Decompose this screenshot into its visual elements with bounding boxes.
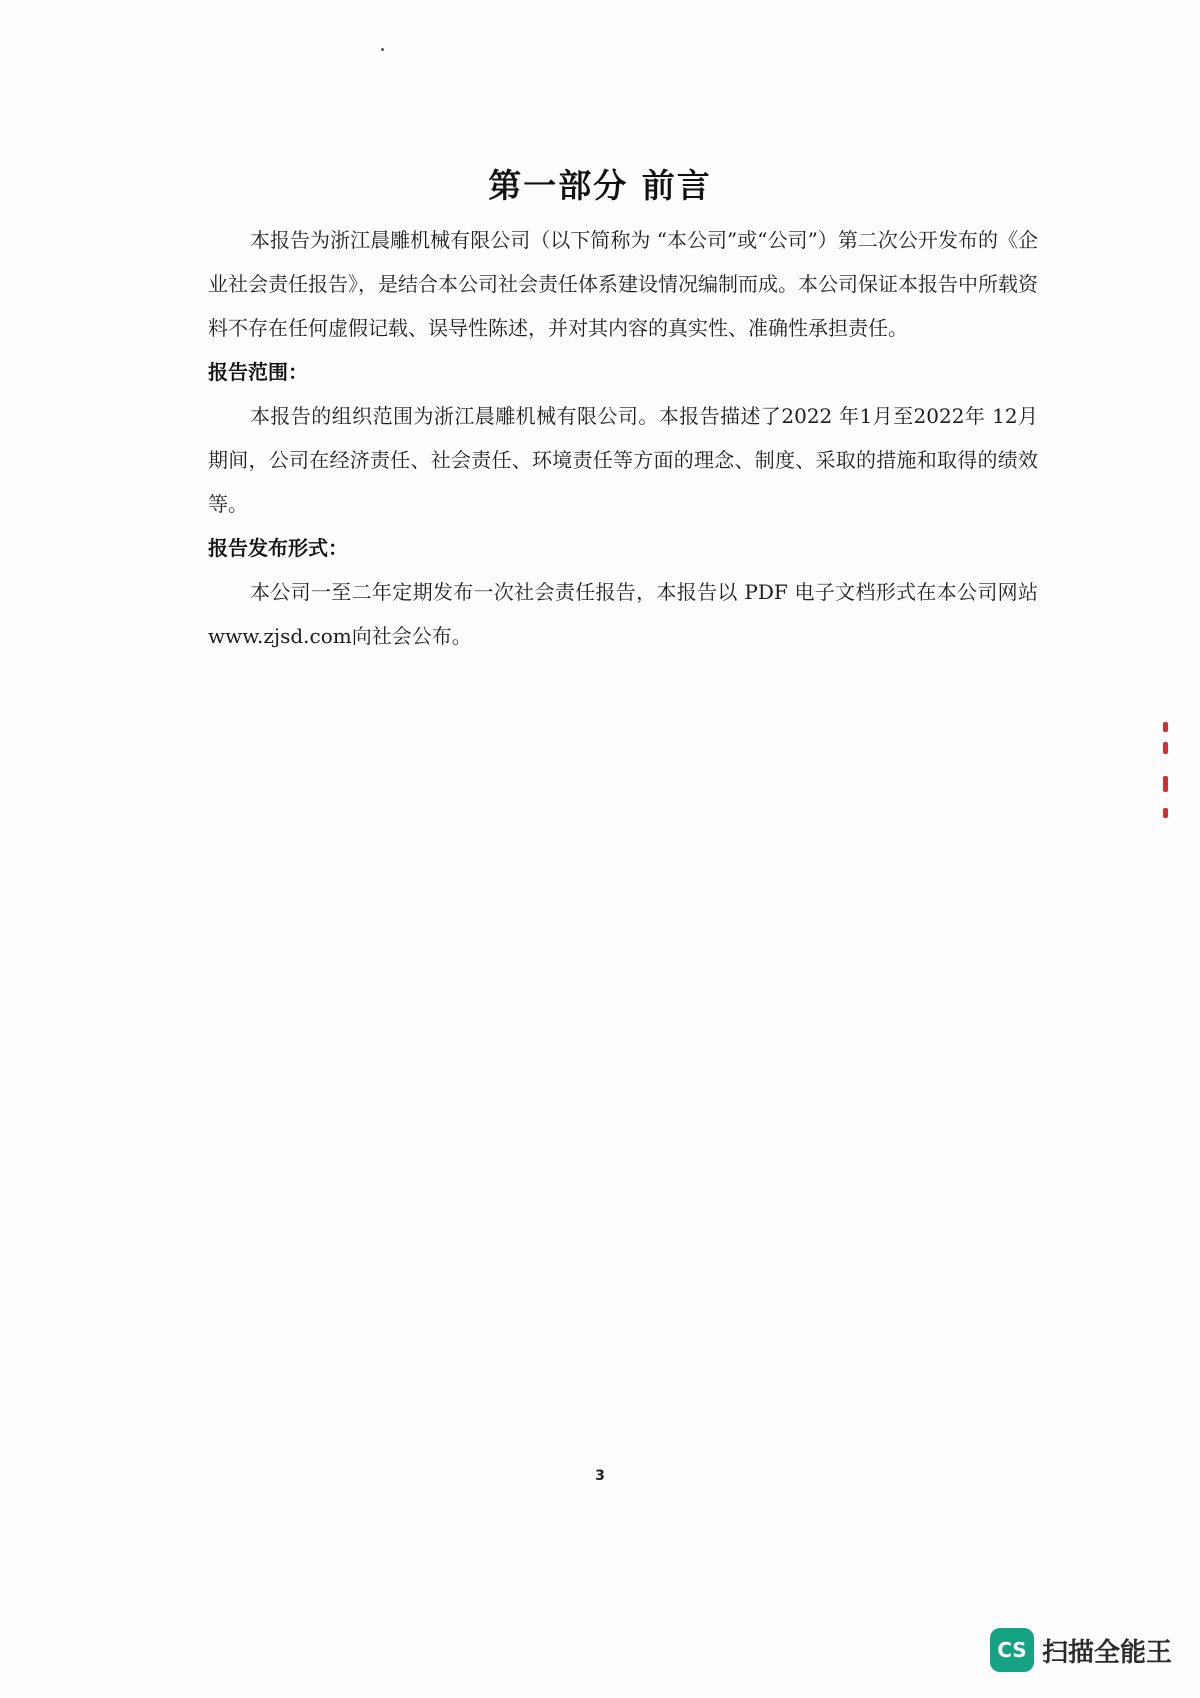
document-body <box>208 218 1038 658</box>
scope-heading: 报告范围： <box>208 360 308 384</box>
page-title: 第一部分 前言 <box>488 166 712 205</box>
camscanner-logo-icon: CS <box>990 1628 1034 1672</box>
watermark-app-name: 扫描全能王 <box>1041 1637 1172 1668</box>
seal-edge-mark <box>1163 742 1168 754</box>
intro-paragraph: 本报告为浙江晨雕机械有限公司（以下简称为 “本公司”或“公司”）第二次公开发布的《企业社会责任报告》，是结合本公司社会责任体系建设情况编制而成。本公司保证本报告中所载资料不存在任何虚假记载、误导性陈述，并对其内容的真实性、准确性承担责任。 <box>208 228 1038 340</box>
format-heading: 报告发布形式： <box>208 536 348 560</box>
scope-paragraph: 本报告的组织范围为浙江晨雕机械有限公司。本报告描述了2022 年1月至2022年 12月期间，公司在经济责任、社会责任、环境责任等方面的理念、制度、采取的措施和取得的绩效等。 <box>208 404 1038 516</box>
format-paragraph: 本公司一至二年定期发布一次社会责任报告，本报告以 PDF 电子文档形式在本公司网站www.zjsd.com向社会公布。 <box>208 580 1038 648</box>
seal-edge-mark <box>1163 722 1168 732</box>
scan-speck <box>381 48 384 51</box>
scanner-watermark <box>990 1628 1172 1672</box>
seal-edge-mark <box>1163 776 1168 792</box>
seal-edge-mark <box>1163 808 1168 818</box>
page-number: 3 <box>595 1468 605 1484</box>
